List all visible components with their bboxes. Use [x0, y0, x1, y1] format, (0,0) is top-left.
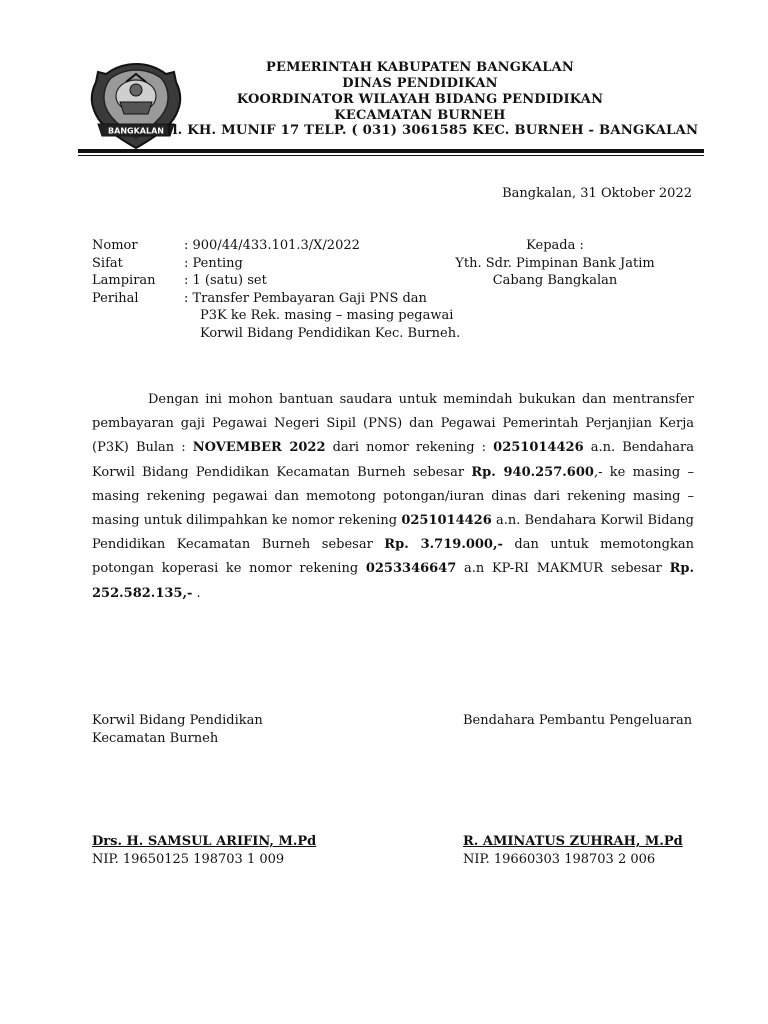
logo-label: BANGKALAN: [108, 126, 164, 136]
body-account-3: 0253346647: [365, 561, 457, 577]
meta-key: Nomor: [92, 238, 138, 253]
letterhead-line-3: KOORDINATOR WILAYAH BIDANG PENDIDIKAN: [236, 92, 604, 107]
body-text: dari nomor rekening :: [325, 440, 494, 456]
meta-value: : Penting: [184, 255, 243, 271]
body-amount-2: Rp. 3.719.000,-: [384, 537, 503, 553]
signature-right-title: [463, 712, 692, 730]
body-text: .: [192, 585, 201, 601]
perihal-continuation-2: Korwil Bidang Pendidikan Kec. Burneh.: [200, 325, 461, 341]
signature-left-title: [92, 712, 263, 748]
perihal-continuation-1: P3K ke Rek. masing – masing pegawai: [200, 308, 454, 323]
meta-value: : 1 (satu) set: [184, 273, 267, 288]
meta-key: Sifat: [92, 255, 123, 271]
meta-row-nomor: [92, 237, 464, 255]
body-text: Dengan ini mohon bantuan saudara untuk memindah bukukan dan mentransfer pembayaran gaji Pegawai Negeri Sipil (PNS) dan Pegawai Pemerintah Perjanjian Kerja (P3K) Bulan :: [92, 392, 694, 456]
letter-meta: [92, 237, 464, 342]
body-text: dan untuk memotongkan potongan koperasi ke nomor rekening: [92, 537, 694, 577]
body-account-2: 0251014426: [401, 513, 492, 529]
body-text: ,- ke masing – masing rekening pegawai dan memotong potongan/iuran dinas dari rekening masing – masing untuk dilimpahkan ke nomor rekening: [92, 464, 695, 529]
body-month: NOVEMBER 2022: [192, 440, 326, 456]
meta-row-lampiran: [92, 272, 464, 290]
signature-right-nip: NIP. 19660303 198703 2 006: [463, 852, 656, 867]
signature-left-name: Drs. H. SAMSUL ARIFIN, M.Pd: [92, 834, 317, 849]
letterhead-rule-thick: [78, 149, 704, 153]
meta-value: : Transfer Pembayaran Gaji PNS dan: [184, 290, 427, 306]
letterhead-address: Jl. KH. MUNIF 17 TELP. ( 031) 3061585 KEC. BURNEH - BANGKALAN: [166, 123, 699, 138]
body-paragraph: [92, 388, 694, 606]
letterhead-line-2: DINAS PENDIDIKAN: [342, 76, 498, 91]
letterhead-line-1: PEMERINTAH KABUPATEN BANGKALAN: [265, 60, 574, 75]
letterhead-line-4: KECAMATAN BURNEH: [334, 108, 506, 123]
signature-left: [92, 833, 316, 869]
body-account-1: 0251014426: [493, 440, 584, 456]
signature-left-nip: NIP. 19650125 198703 1 009: [92, 852, 285, 867]
meta-row-sifat: [92, 255, 464, 273]
meta-value: : 900/44/433.101.3/X/2022: [184, 238, 360, 253]
signature-right: [463, 833, 683, 869]
body-amount-1: Rp. 940.257.600: [471, 464, 594, 480]
body-text: a.n KP-RI MAKMUR sebesar: [456, 561, 670, 577]
body-amount-3: Rp. 252.582.135,-: [92, 561, 694, 601]
signature-left-title-2: Kecamatan Burneh: [92, 731, 219, 746]
body-text: a.n. Bendahara Korwil Bidang Pendidikan Kecamatan Burneh sebesar: [92, 440, 694, 480]
meta-row-perihal: [92, 290, 464, 308]
addressee-line-3: Cabang Bangkalan: [492, 273, 618, 288]
signature-right-title-1: Bendahara Pembantu Pengeluaran: [463, 713, 693, 728]
meta-key: Lampiran: [92, 273, 156, 288]
addressee-line-1: Kepada :: [526, 238, 584, 253]
letter-date: Bangkalan, 31 Oktober 2022: [502, 186, 692, 201]
meta-key: Perihal: [92, 290, 139, 306]
letterhead: [166, 60, 699, 138]
signature-left-title-1: Korwil Bidang Pendidikan: [92, 713, 263, 728]
addressee: [452, 237, 658, 290]
body-text: a.n. Bendahara Korwil Bidang Pendidikan Kecamatan Burneh sebesar: [92, 513, 694, 553]
signature-right-name: R. AMINATUS ZUHRAH, M.Pd: [463, 834, 683, 849]
letterhead-rule-thin: [78, 155, 704, 156]
addressee-line-2: Yth. Sdr. Pimpinan Bank Jatim: [455, 255, 655, 271]
